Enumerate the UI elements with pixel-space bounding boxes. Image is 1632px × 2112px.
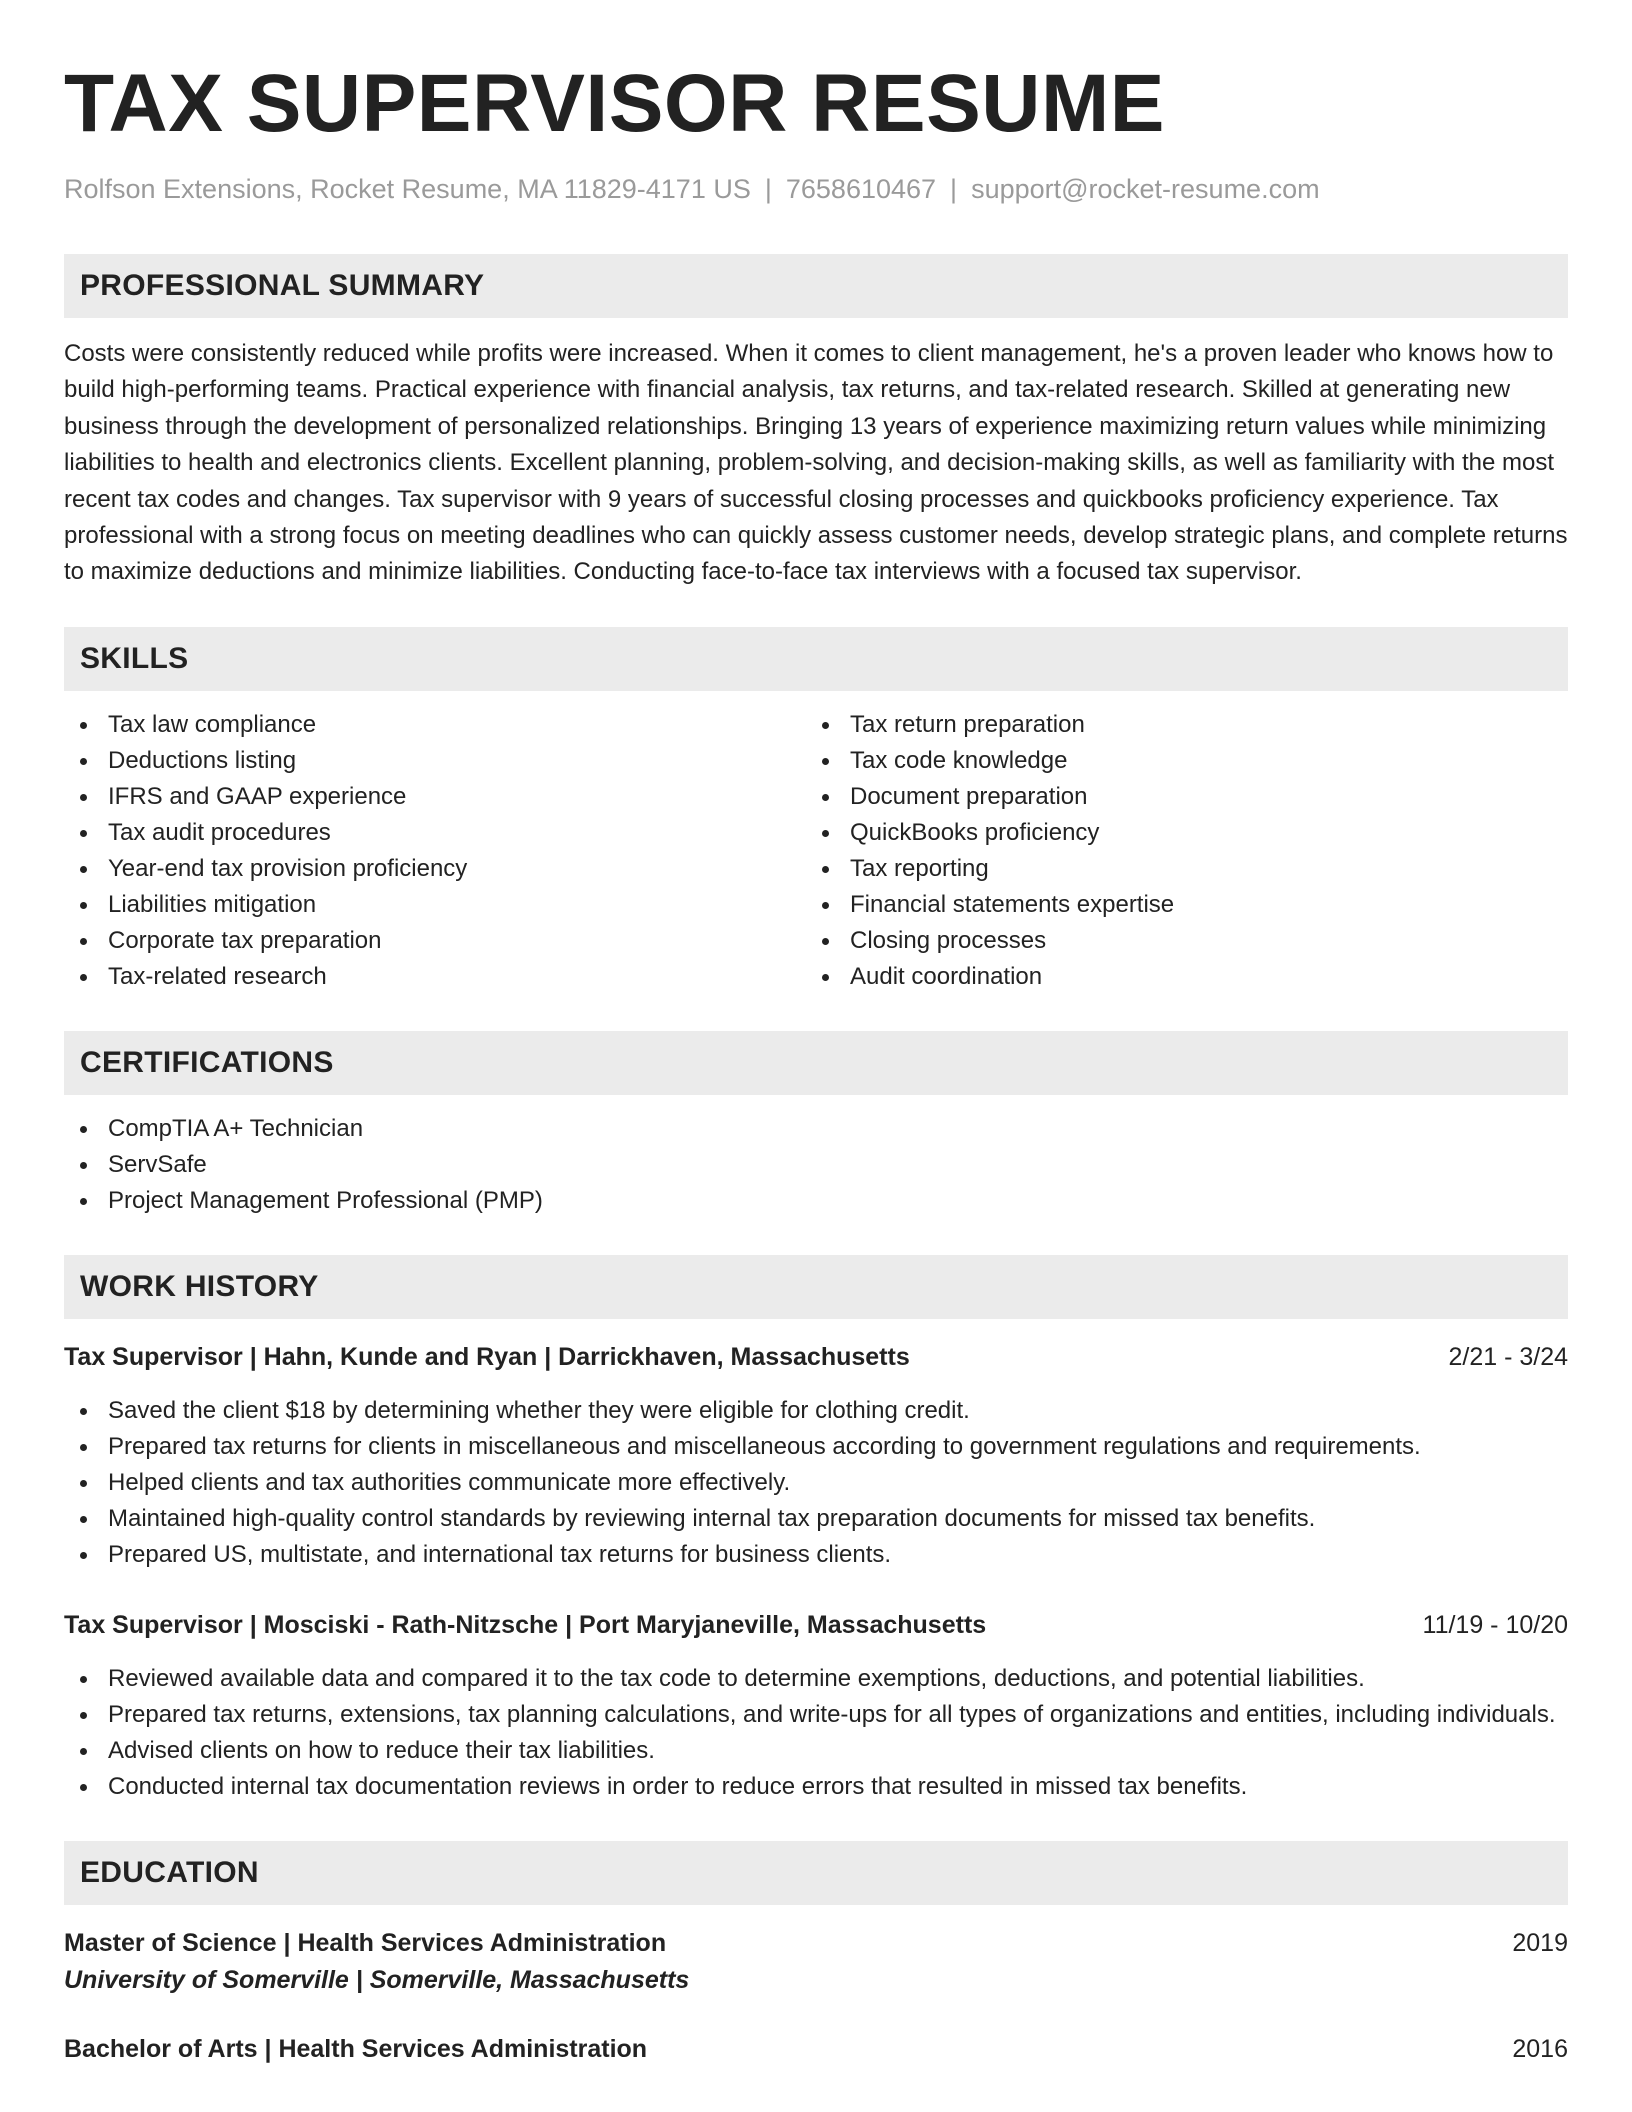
skill-item: Corporate tax preparation [64,923,806,959]
skill-item: Tax law compliance [64,707,806,743]
contact-address: Rolfson Extensions, Rocket Resume, MA 11829-4171 US [64,174,751,204]
skill-item: QuickBooks proficiency [806,815,1548,851]
contact-separator: | [764,174,772,204]
section-header-education: EDUCATION [64,1841,1568,1905]
professional-summary-section [64,254,1568,591]
job-entry [64,1339,1568,1573]
education-year: 2019 [1512,1928,1568,1957]
section-header-summary: PROFESSIONAL SUMMARY [64,254,1568,318]
contact-phone: 7658610467 [785,174,937,204]
education-school: University of Somerville | Somerville, Massachusetts [64,1965,690,1994]
certifications-list [64,1111,1568,1219]
contact-line [64,172,1568,206]
work-history-section [64,1255,1568,1805]
contact-separator: | [950,174,958,204]
skill-item: Audit coordination [806,959,1548,995]
education-entry [64,2031,1568,2067]
education-entry [64,1925,1568,1999]
section-header-certifications: CERTIFICATIONS [64,1031,1568,1095]
skill-item: Liabilities mitigation [64,887,806,923]
job-bullets [64,1661,1568,1805]
education-degree: Bachelor of Arts | Health Services Administration [64,2034,648,2063]
contact-email[interactable]: support@rocket-resume.com [971,174,1320,204]
skills-section [64,627,1568,995]
skills-grid [64,707,1568,995]
skill-item: IFRS and GAAP experience [64,779,806,815]
job-heading-row [64,1339,1568,1375]
job-bullet: Conducted internal tax documentation reviews in order to reduce errors that resulted in missed tax benefits. [64,1769,1568,1805]
skill-item: Document preparation [806,779,1548,815]
education-heading-row [64,1925,1568,1961]
skill-item: Tax return preparation [806,707,1548,743]
job-heading-row [64,1607,1568,1643]
certifications-section [64,1031,1568,1219]
job-dates: 11/19 - 10/20 [1422,1610,1568,1639]
job-bullet: Advised clients on how to reduce their tax liabilities. [64,1733,1568,1769]
job-title: Tax Supervisor | Hahn, Kunde and Ryan | Darrickhaven, Massachusetts [64,1342,910,1371]
job-entry [64,1607,1568,1805]
skills-list-right [806,707,1548,995]
skill-item: Tax-related research [64,959,806,995]
resume-title: TAX SUPERVISOR RESUME [64,58,1166,149]
skill-item: Tax reporting [806,851,1548,887]
job-bullet: Saved the client $18 by determining whether they were eligible for clothing credit. [64,1393,1568,1429]
skill-item: Deductions listing [64,743,806,779]
education-heading-row [64,2031,1568,2067]
education-section [64,1841,1568,2067]
job-bullet: Helped clients and tax authorities communicate more effectively. [64,1465,1568,1501]
job-bullet: Prepared US, multistate, and international tax returns for business clients. [64,1537,1568,1573]
skill-item: Year-end tax provision proficiency [64,851,806,887]
skill-item: Tax audit procedures [64,815,806,851]
job-dates: 2/21 - 3/24 [1448,1342,1568,1371]
section-header-skills: SKILLS [64,627,1568,691]
job-bullet: Prepared tax returns, extensions, tax planning calculations, and write-ups for all types of organizations and entities, including individuals. [64,1697,1568,1733]
education-year: 2016 [1512,2034,1568,2063]
summary-text: Costs were consistently reduced while profits were increased. When it comes to client management, he's a proven leader who knows how to build high-performing teams. Practical experience with financial analysis, tax returns, and tax-related research. Skilled at generating new business through the development of personalized relationships. Bringing 13 years of experience maximizing return values while minimizing liabilities to health and electronics clients. Excellent planning, problem-solving, and decision-making skills, as well as familiarity with the most recent tax codes and changes. Tax supervisor with 9 years of successful closing processes and quickbooks proficiency experience. Tax professional with a strong focus on meeting deadlines who can quickly assess customer needs, develop strategic plans, and complete returns to maximize deductions and minimize liabilities. Conducting face-to-face tax interviews with a focused tax supervisor. [64,340,1568,586]
certification-item: ServSafe [64,1147,1568,1183]
skill-item: Closing processes [806,923,1548,959]
skills-list-left [64,707,806,995]
job-bullet: Maintained high-quality control standards by reviewing internal tax preparation documents for missed tax benefits. [64,1501,1568,1537]
job-bullet: Prepared tax returns for clients in miscellaneous and miscellaneous according to government regulations and requirements. [64,1429,1568,1465]
certification-item: CompTIA A+ Technician [64,1111,1568,1147]
job-bullets [64,1393,1568,1573]
skill-item: Tax code knowledge [806,743,1548,779]
job-title: Tax Supervisor | Mosciski - Rath-Nitzsche | Port Maryjaneville, Massachusetts [64,1610,987,1639]
job-bullet: Reviewed available data and compared it to the tax code to determine exemptions, deductions, and potential liabilities. [64,1661,1568,1697]
section-header-work-history: WORK HISTORY [64,1255,1568,1319]
education-degree: Master of Science | Health Services Administration [64,1928,667,1957]
certification-item: Project Management Professional (PMP) [64,1183,1568,1219]
skill-item: Financial statements expertise [806,887,1548,923]
